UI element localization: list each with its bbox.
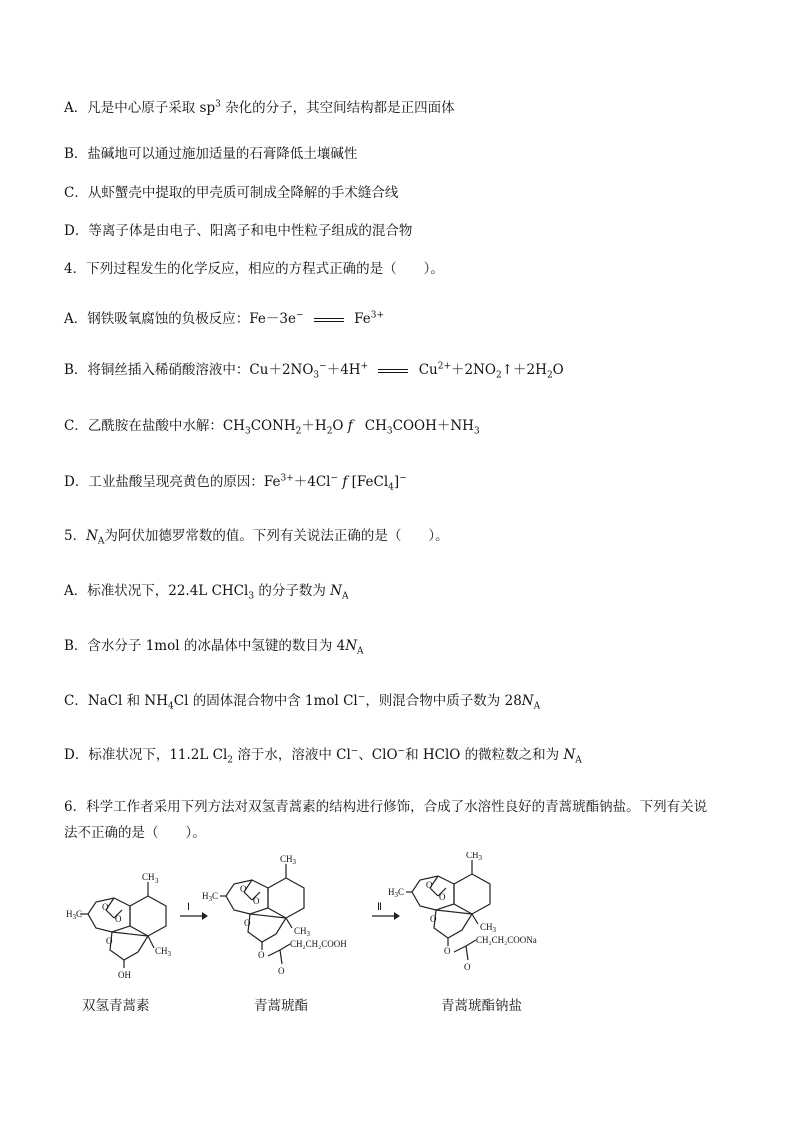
q3-option-b: B．盐碱地可以通过施加适量的石膏降低土壤碱性 [64,146,358,162]
q5-option-d-sup3: − [397,746,406,757]
equals-sign-icon [378,369,408,373]
q5-option-b-avogadro: N [345,638,358,654]
q4-option-a [64,309,384,329]
q5-option-d-avogadro-sub: A [575,755,582,766]
q4-option-a-sup2: 3+ [370,310,384,321]
sodium-artesunate-structure [388,852,537,972]
q4-option-b-eq3: Cu [418,362,438,378]
arrow-1-label: Ⅰ [187,902,190,913]
compound-1-name: 双氢青蒿素 [82,998,150,1014]
q4-option-b-sup1: − [319,361,327,372]
q4-option-d-eq3: [FeCl [351,474,389,490]
o-label: O [240,884,247,894]
q5-option-d-sub: 2 [227,755,234,766]
ch3-label: $CH_3$ [466,852,483,862]
q4-option-c-sub2: 2 [295,426,302,437]
q4-option-d-sup2: − [330,473,339,484]
reaction-arrow-2 [372,902,400,920]
q4-option-c-reversible-glyph: f [347,418,353,434]
h3c-label: $H_3C$ [66,909,83,921]
ch3-label: $CH_3$ [280,854,297,866]
q4-option-c-sub6: 3 [473,426,480,437]
o-label: O [115,914,122,924]
ch3-label: $CH_3$ [480,922,497,934]
q4-option-c-eq5: CH [364,418,387,434]
o-label: O [244,918,251,928]
ch3-label: $CH_3$ [155,946,172,958]
q5-option-d [64,745,582,765]
svg-text:3: 3 [155,877,159,885]
q3-option-a [64,98,455,118]
q4-option-b-eq4: ＋2NO [451,362,497,378]
q5-option-b-text: B．含水分子 1mol 的冰晶体中氢键的数目为 4 [64,638,346,654]
q5-option-c-text2: Cl 的固体混合物中含 1mol Cl [173,693,358,709]
q3-option-c: C．从虾蟹壳中提取的甲壳质可制成全降解的手术缝合线 [64,185,399,201]
reaction-scheme-figure [0,852,794,992]
q4-option-c-sub3: 2 [326,426,333,437]
q5-option-a [64,581,348,601]
q4-option-c-eq4: O [332,418,348,434]
q4-option-d-sub3: 4 [388,482,394,493]
succinate-chain-label: CH₂CH₂COOH [290,939,347,949]
q5-option-c-text: C．NaCl 和 NH [64,693,169,709]
q4-option-c [64,416,480,436]
compound-3-name: 青蒿琥酯钠盐 [441,998,522,1014]
reaction-arrow-1 [180,902,208,920]
o-label: O [106,936,113,946]
q4-option-b-eq2: ＋4H [326,362,361,378]
q5-option-c-avogadro: N [521,693,534,709]
q6-stem-line2: 法不正确的是（ ）。 [64,825,206,841]
q5-option-d-text3: 、ClO [358,747,398,763]
q5-option-b-avogadro-sub: A [357,646,364,657]
q3-option-a-text: A．凡是中心原子采取 sp [64,100,216,116]
compound-2-name: 青蒿琥酯 [254,998,308,1014]
q4-stem: 4．下列过程发生的化学反应，相应的方程式正确的是（ ）。 [64,261,444,277]
q4-option-d-eq4: ] [393,474,400,490]
q4-option-b-eq1: Cu＋2NO [249,362,314,378]
q4-option-c-label: C．乙酰胺在盐酸中水解： [64,418,223,434]
q5-option-d-text: D．标准状况下，11.2L Cl [64,747,228,763]
q6-stem-line1: 6．科学工作者采用下列方法对双氢青蒿素的结构进行修饰，合成了水溶性良好的青蒿琥酯钠盐。下列有关说 [64,799,708,815]
q4-option-b-eq6: O [552,362,564,378]
q5-option-d-text2: 溶于水，溶液中 Cl [233,747,351,763]
o-label: O [426,880,433,890]
q4-option-c-eq2: CONH [250,418,296,434]
o-label: O [464,962,471,972]
q4-option-b-eq5: ↑＋2H [501,362,547,378]
q3-option-d: D．等离子体是由电子、阳离子和电中性粒子组成的混合物 [64,223,413,239]
q4-option-b-sup3: 2+ [437,361,452,372]
q4-option-d-eq2: ＋4Cl [293,474,331,490]
q5-option-d-sup2: − [350,746,359,757]
q4-option-b [64,360,564,380]
q4-option-a-product: Fe [354,311,371,327]
q5-option-c-sup: − [357,692,366,703]
q4-option-c-sub1: 3 [244,426,251,437]
q5-option-a-text: A．标准状况下，22.4L CHCl [64,583,249,599]
q5-option-a-avogadro-sub: A [341,591,349,602]
q5-option-b [64,636,364,656]
o-label: O [430,914,437,924]
q4-option-d [64,472,407,492]
q5-option-a-sub: 3 [248,591,255,602]
succinate-na-chain-label: CH₂CH₂COONa [476,935,537,945]
q4-option-c-sub5: 3 [386,426,393,437]
q5-option-a-avogadro: N [330,583,342,599]
q4-option-d-sup4: − [399,473,407,484]
h3c-label: $H_3C$ [202,891,219,903]
h3c-label: $H_3C$ [388,887,405,899]
q5-avogadro-symbol: N [86,528,98,544]
o-label: O [258,950,265,960]
arrow-2-label: Ⅱ [377,902,382,913]
q4-option-b-sup2: + [360,361,369,372]
oh-label: OH [118,970,131,980]
q5-option-a-text2: 的分子数为 [254,583,331,599]
q5-option-c-text3: ，则混合物中质子数为 28 [365,693,522,709]
q4-option-d-label: D．工业盐酸呈现亮黄色的原因： [64,474,264,490]
q4-option-b-sub1: 3 [313,370,320,381]
ch3-label: CH [142,872,155,882]
q5-option-c-avogadro-sub: A [533,701,541,712]
q4-option-a-sup1: − [295,310,304,321]
q4-option-d-reversible-glyph: f [342,474,348,490]
ch3-label: $CH_3$ [294,926,311,938]
o-label: O [439,892,446,902]
artesunate-structure [202,854,347,976]
o-label: O [278,966,285,976]
q3-option-a-sup: 3 [215,99,221,110]
q5-option-d-avogadro: N [563,747,576,763]
q5-option-d-text4: 和 HClO 的微粒数之和为 [405,747,564,763]
q4-option-b-label: B．将铜丝插入稀硝酸溶液中： [64,362,250,378]
q5-option-c-sub: 4 [168,701,174,712]
q5-stem-text: 为阿伏加德罗常数的值。下列有关说法正确的是（ ）。 [104,528,449,544]
o-label: O [444,946,451,956]
q5-stem [64,526,449,546]
q3-option-a-text-post: 杂化的分子，其空间结构都是正四面体 [220,100,455,116]
dihydroartemisinin-structure [66,872,172,980]
q4-option-c-eq1: CH [222,418,245,434]
equals-sign-icon [314,318,344,322]
q4-option-c-eq6: COOH＋NH [392,418,474,434]
q4-option-b-sub4: 2 [496,370,502,381]
q4-option-c-eq3: ＋H [301,418,327,434]
q4-option-d-sup1: 3+ [280,473,294,484]
q5-avogadro-sub: A [97,536,105,547]
o-label: O [102,902,109,912]
q4-option-a-eq: Fe－3e [249,311,296,327]
q4-option-a-label: A．钢铁吸氧腐蚀的负极反应： [64,311,250,327]
o-label: O [253,896,260,906]
q4-option-d-eq1: Fe [263,474,281,490]
q4-option-b-sub5: 2 [546,370,553,381]
q5-option-c [64,691,540,711]
q5-number: 5． [64,528,87,544]
